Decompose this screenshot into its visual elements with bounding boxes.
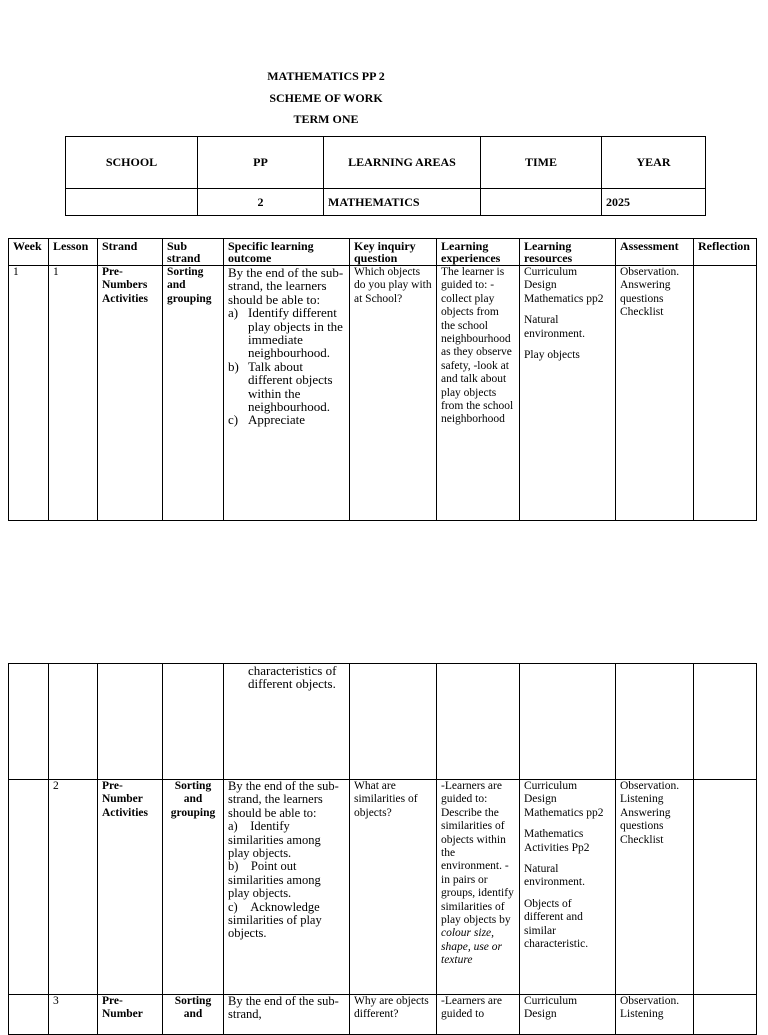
list-marker: a) [228,819,238,834]
list-item [228,820,345,860]
outcome-list [228,306,345,427]
col-experiences: Learning experiences [437,239,520,266]
value-pp: 2 [198,189,324,216]
header-info-table [65,136,706,216]
cell-resources [520,780,616,995]
cell-inquiry: Which objects do you play with at School? [350,266,437,521]
list-text: Appreciate [248,412,306,428]
resource-item: Natural environment. [524,314,585,340]
cell-week [9,780,49,995]
col-reflection: Reflection [694,239,757,266]
experiences-text: -Learners are guided to: Describe the similarities of objects within the environment. -in pairs or groups, identify similarities of play objects by [441,780,514,927]
cell-reflection [694,266,757,521]
cell-reflection [694,995,757,1035]
header-pp: PP [198,137,324,189]
table-row [9,266,757,521]
list-text: Identify similarities among play objects. [228,819,321,861]
cell-assessment: Observation. Answering questions Checklist [616,266,694,521]
experiences-italic: colour size, shape, use or texture [441,927,503,967]
cell-outcome [224,266,350,521]
list-item [228,306,345,360]
list-text: Identify different play objects in the immediate neighbourhood. [248,305,343,361]
value-school [66,189,198,216]
cell-strand: Pre-Number [98,995,163,1035]
col-assessment: Assessment [616,239,694,266]
cell-reflection [694,780,757,995]
cell-assessment: Observation. Listening Answering questions Checklist [616,780,694,995]
outcome-intro: By the end of the sub- strand, the learners should be able to: [228,265,344,307]
resource-item: Curriculum Design Mathematics pp2 [524,266,604,305]
cell-lesson: 1 [49,266,98,521]
table-row [9,664,757,780]
col-sub-strand: Sub strand [163,239,224,266]
table-row [9,780,757,995]
list-marker: b) [228,859,239,874]
list-marker: a) [228,305,239,321]
cell-week: 1 [9,266,49,521]
cell-week [9,995,49,1035]
list-text: Talk about different objects within the neighbourhood. [248,358,333,415]
list-item [228,413,345,426]
resource-item: Objects of different and similar characteristic. [524,897,589,951]
document-title: MATHEMATICS PP 2 [267,69,385,83]
document-term: TERM ONE [293,112,359,126]
list-item [228,901,345,941]
cell-lesson: 2 [49,780,98,995]
col-resources: Learning resources [520,239,616,266]
cell-experiences: The learner is guided to: -collect play objects from the school neighbourhood as they observe safety, -look at and talk about play objects from the school neighborhood [437,266,520,521]
cell-strand: Pre-Numbers Activities [98,266,163,521]
scheme-table-page-2 [8,663,757,1035]
outcome-intro: By the end of the sub- strand, the learners should be able to: [228,779,339,820]
header-learning-areas: LEARNING AREAS [324,137,481,189]
cell-outcome [224,780,350,995]
value-time [481,189,602,216]
cell-lesson: 3 [49,995,98,1035]
cell-experiences [437,780,520,995]
list-item [228,360,345,414]
list-marker: c) [228,899,238,914]
col-week: Week [9,239,49,266]
cell-sub-strand: Sorting and grouping [163,780,224,995]
resource-item: Play objects [524,349,580,362]
resource-item: Natural environment. [524,863,585,889]
cell-outcome: By the end of the sub- strand, [224,995,350,1035]
cell-experiences: -Learners are guided to [437,995,520,1035]
table-row [9,995,757,1035]
value-learning-area: MATHEMATICS [324,189,481,216]
cell-resources [520,266,616,521]
resource-item: Curriculum Design Mathematics pp2 [524,780,604,819]
resource-item: Mathematics Activities Pp2 [524,828,590,854]
cell-inquiry: Why are objects different? [350,995,437,1035]
header-year: YEAR [602,137,706,189]
cell-outcome-continued [224,664,350,780]
list-text: Point out similarities among play objects. [228,859,321,901]
col-inquiry: Key inquiry question [350,239,437,266]
col-strand: Strand [98,239,163,266]
continuation-text: characteristics of different objects. [248,663,337,692]
list-text: Acknowledge similarities of play objects. [228,899,322,941]
cell-sub-strand: Sorting and grouping [163,266,224,521]
header-school: SCHOOL [66,137,198,189]
header-time: TIME [481,137,602,189]
cell-strand: Pre-Number Activities [98,780,163,995]
list-item [228,860,345,900]
cell-assessment: Observation. Listening [616,995,694,1035]
list-marker: b) [228,358,239,374]
cell-resources: Curriculum Design [520,995,616,1035]
cell-sub-strand: Sorting and [163,995,224,1035]
cell-inquiry: What are similarities of objects? [350,780,437,995]
document-subtitle: SCHEME OF WORK [269,91,383,105]
col-lesson: Lesson [49,239,98,266]
scheme-table-page-1 [8,238,757,521]
list-marker: c) [228,412,239,428]
value-year: 2025 [602,189,706,216]
col-outcome: Specific learning outcome [224,239,350,266]
